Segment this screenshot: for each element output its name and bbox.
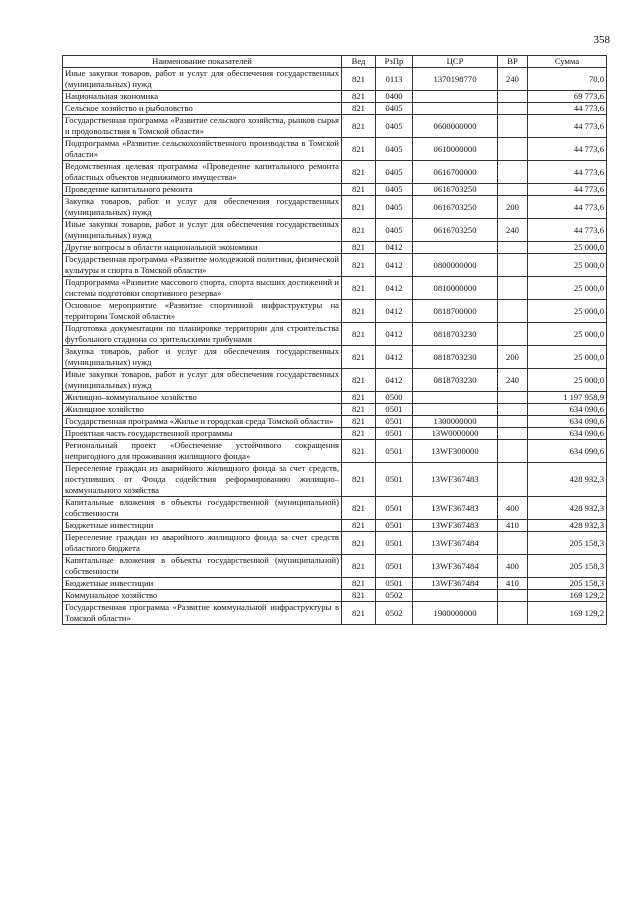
row-ved-cell: 821 <box>342 161 376 184</box>
row-vr-cell: 240 <box>498 68 528 91</box>
row-vr-cell: 200 <box>498 196 528 219</box>
row-rzpr-cell: 0405 <box>376 161 413 184</box>
row-name-cell: Переселение граждан из аварийного жилищного фонда за счет средств, поступивших от Фонда содействия реформированию жилищно–коммунального хозяйства <box>63 463 342 497</box>
row-rzpr-cell: 0405 <box>376 103 413 115</box>
row-sum-cell: 44 773,6 <box>528 184 607 196</box>
row-sum-cell: 205 158,3 <box>528 532 607 555</box>
row-rzpr-cell: 0501 <box>376 555 413 578</box>
header-name: Наименование показателей <box>63 56 342 68</box>
table-row <box>63 277 607 300</box>
row-vr-cell <box>498 590 528 602</box>
page-number: 358 <box>593 34 610 46</box>
row-sum-cell: 44 773,6 <box>528 115 607 138</box>
row-ved-cell: 821 <box>342 578 376 590</box>
row-sum-cell: 25 000,0 <box>528 323 607 346</box>
table-row <box>63 532 607 555</box>
row-csr-cell: 0616703250 <box>413 219 498 242</box>
table-row <box>63 463 607 497</box>
row-rzpr-cell: 0405 <box>376 184 413 196</box>
row-sum-cell: 634 090,6 <box>528 404 607 416</box>
row-ved-cell: 821 <box>342 103 376 115</box>
row-vr-cell <box>498 103 528 115</box>
row-csr-cell: 0616703250 <box>413 184 498 196</box>
row-csr-cell: 13WF300000 <box>413 440 498 463</box>
row-rzpr-cell: 0501 <box>376 532 413 555</box>
row-ved-cell: 821 <box>342 323 376 346</box>
row-csr-cell: 0800000000 <box>413 254 498 277</box>
row-sum-cell: 1 197 958,9 <box>528 392 607 404</box>
row-sum-cell: 169 129,2 <box>528 590 607 602</box>
row-vr-cell: 410 <box>498 520 528 532</box>
row-ved-cell: 821 <box>342 555 376 578</box>
row-csr-cell: 0810000000 <box>413 277 498 300</box>
row-csr-cell: 0616703250 <box>413 196 498 219</box>
row-ved-cell: 821 <box>342 590 376 602</box>
row-ved-cell: 821 <box>342 242 376 254</box>
row-csr-cell: 1300000000 <box>413 416 498 428</box>
row-sum-cell: 634 090,6 <box>528 428 607 440</box>
table-row <box>63 555 607 578</box>
table-row <box>63 590 607 602</box>
row-sum-cell: 25 000,0 <box>528 242 607 254</box>
row-ved-cell: 821 <box>342 463 376 497</box>
row-name-cell: Подпрограмма «Развитие сельскохозяйственного производства в Томской области» <box>63 138 342 161</box>
row-name-cell: Региональный проект «Обеспечение устойчивого сокращения непригодного для проживания жилищного фонда» <box>63 440 342 463</box>
row-name-cell: Жилищное хозяйство <box>63 404 342 416</box>
row-vr-cell <box>498 300 528 323</box>
row-csr-cell <box>413 404 498 416</box>
row-ved-cell: 821 <box>342 532 376 555</box>
table-row <box>63 392 607 404</box>
row-rzpr-cell: 0501 <box>376 497 413 520</box>
row-rzpr-cell: 0405 <box>376 219 413 242</box>
header-vr: ВР <box>498 56 528 68</box>
row-ved-cell: 821 <box>342 138 376 161</box>
row-sum-cell: 428 932,3 <box>528 463 607 497</box>
row-ved-cell: 821 <box>342 497 376 520</box>
row-name-cell: Коммунальное хозяйство <box>63 590 342 602</box>
row-vr-cell <box>498 184 528 196</box>
row-csr-cell: 0610000000 <box>413 138 498 161</box>
row-ved-cell: 821 <box>342 184 376 196</box>
row-ved-cell: 821 <box>342 346 376 369</box>
row-rzpr-cell: 0412 <box>376 277 413 300</box>
row-ved-cell: 821 <box>342 416 376 428</box>
row-rzpr-cell: 0501 <box>376 404 413 416</box>
row-name-cell: Государственная программа «Жилье и городская среда Томской области» <box>63 416 342 428</box>
row-sum-cell: 69 773,6 <box>528 91 607 103</box>
row-csr-cell <box>413 91 498 103</box>
header-rzpr: РзПр <box>376 56 413 68</box>
row-ved-cell: 821 <box>342 115 376 138</box>
row-name-cell: Закупка товаров, работ и услуг для обеспечения государственных (муниципальных) нужд <box>63 196 342 219</box>
row-name-cell: Переселение граждан из аварийного жилищного фонда за счет средств областного бюджета <box>63 532 342 555</box>
row-ved-cell: 821 <box>342 300 376 323</box>
row-sum-cell: 169 129,2 <box>528 602 607 625</box>
row-name-cell: Сельское хозяйство и рыболовство <box>63 103 342 115</box>
header-ved: Вед <box>342 56 376 68</box>
row-name-cell: Иные закупки товаров, работ и услуг для обеспечения государственных (муниципальных) нужд <box>63 369 342 392</box>
row-name-cell: Подготовка документации по планировке территории для строительства футбольного стадиона со зрительскими трибунами <box>63 323 342 346</box>
row-csr-cell <box>413 392 498 404</box>
row-sum-cell: 44 773,6 <box>528 219 607 242</box>
row-csr-cell: 13WF367483 <box>413 497 498 520</box>
row-vr-cell <box>498 138 528 161</box>
row-rzpr-cell: 0405 <box>376 115 413 138</box>
row-ved-cell: 821 <box>342 219 376 242</box>
row-vr-cell <box>498 323 528 346</box>
row-rzpr-cell: 0501 <box>376 416 413 428</box>
row-csr-cell: 0616700000 <box>413 161 498 184</box>
row-rzpr-cell: 0501 <box>376 440 413 463</box>
row-sum-cell: 70,0 <box>528 68 607 91</box>
row-ved-cell: 821 <box>342 254 376 277</box>
row-sum-cell: 25 000,0 <box>528 369 607 392</box>
row-vr-cell: 240 <box>498 219 528 242</box>
table-row <box>63 68 607 91</box>
row-name-cell: Иные закупки товаров, работ и услуг для обеспечения государственных (муниципальных) нужд <box>63 68 342 91</box>
row-ved-cell: 821 <box>342 404 376 416</box>
row-vr-cell <box>498 242 528 254</box>
row-csr-cell <box>413 590 498 602</box>
table-row <box>63 184 607 196</box>
row-csr-cell: 0818703230 <box>413 346 498 369</box>
table-row <box>63 91 607 103</box>
row-vr-cell <box>498 532 528 555</box>
row-name-cell: Национальная экономика <box>63 91 342 103</box>
row-sum-cell: 205 158,3 <box>528 555 607 578</box>
table-row <box>63 254 607 277</box>
row-ved-cell: 821 <box>342 440 376 463</box>
table-row <box>63 578 607 590</box>
row-rzpr-cell: 0405 <box>376 196 413 219</box>
row-vr-cell <box>498 115 528 138</box>
row-rzpr-cell: 0501 <box>376 520 413 532</box>
table-row <box>63 520 607 532</box>
row-ved-cell: 821 <box>342 68 376 91</box>
row-name-cell: Проведение капитального ремонта <box>63 184 342 196</box>
row-csr-cell: 0600000000 <box>413 115 498 138</box>
row-vr-cell <box>498 463 528 497</box>
row-ved-cell: 821 <box>342 196 376 219</box>
row-name-cell: Закупка товаров, работ и услуг для обеспечения государственных (муниципальных) нужд <box>63 346 342 369</box>
row-vr-cell <box>498 428 528 440</box>
table-row <box>63 346 607 369</box>
header-sum: Сумма <box>528 56 607 68</box>
row-ved-cell: 821 <box>342 91 376 103</box>
row-ved-cell: 821 <box>342 428 376 440</box>
row-name-cell: Другие вопросы в области национальной экономики <box>63 242 342 254</box>
row-vr-cell: 200 <box>498 346 528 369</box>
row-vr-cell <box>498 161 528 184</box>
header-csr: ЦСР <box>413 56 498 68</box>
row-sum-cell: 44 773,6 <box>528 138 607 161</box>
row-sum-cell: 634 090,6 <box>528 440 607 463</box>
table-row <box>63 115 607 138</box>
row-rzpr-cell: 0412 <box>376 346 413 369</box>
table-row <box>63 138 607 161</box>
row-csr-cell: 13WF367483 <box>413 463 498 497</box>
row-sum-cell: 25 000,0 <box>528 277 607 300</box>
row-vr-cell <box>498 91 528 103</box>
row-csr-cell <box>413 103 498 115</box>
row-csr-cell: 0818703230 <box>413 323 498 346</box>
row-rzpr-cell: 0501 <box>376 428 413 440</box>
row-name-cell: Иные закупки товаров, работ и услуг для обеспечения государственных (муниципальных) нужд <box>63 219 342 242</box>
row-sum-cell: 25 000,0 <box>528 254 607 277</box>
row-rzpr-cell: 0113 <box>376 68 413 91</box>
row-csr-cell: 1900000000 <box>413 602 498 625</box>
row-ved-cell: 821 <box>342 602 376 625</box>
row-csr-cell: 13WF367483 <box>413 520 498 532</box>
table-row <box>63 602 607 625</box>
row-vr-cell: 240 <box>498 369 528 392</box>
row-ved-cell: 821 <box>342 277 376 300</box>
row-ved-cell: 821 <box>342 369 376 392</box>
row-name-cell: Ведомственная целевая программа «Проведение капитального ремонта областных объектов недвижимого имущества» <box>63 161 342 184</box>
table-row <box>63 369 607 392</box>
row-name-cell: Основное мероприятие «Развитие спортивной инфраструктуры на территории Томской области» <box>63 300 342 323</box>
row-rzpr-cell: 0400 <box>376 91 413 103</box>
row-csr-cell: 13W0000000 <box>413 428 498 440</box>
row-ved-cell: 821 <box>342 520 376 532</box>
row-csr-cell <box>413 242 498 254</box>
row-sum-cell: 44 773,6 <box>528 161 607 184</box>
row-csr-cell: 1370198770 <box>413 68 498 91</box>
row-rzpr-cell: 0501 <box>376 463 413 497</box>
row-csr-cell: 0818700000 <box>413 300 498 323</box>
row-vr-cell <box>498 392 528 404</box>
row-name-cell: Бюджетные инвестиции <box>63 520 342 532</box>
row-rzpr-cell: 0502 <box>376 602 413 625</box>
row-vr-cell: 400 <box>498 497 528 520</box>
row-sum-cell: 44 773,6 <box>528 196 607 219</box>
row-vr-cell <box>498 440 528 463</box>
row-sum-cell: 25 000,0 <box>528 300 607 323</box>
table-header-row <box>63 56 607 68</box>
row-vr-cell <box>498 254 528 277</box>
row-sum-cell: 428 932,3 <box>528 520 607 532</box>
row-name-cell: Государственная программа «Развитие коммунальной инфраструктуры в Томской области» <box>63 602 342 625</box>
row-rzpr-cell: 0412 <box>376 323 413 346</box>
row-vr-cell <box>498 416 528 428</box>
row-name-cell: Подпрограмма «Развитие массового спорта, спорта высших достижений и системы подготовки спортивного резерва» <box>63 277 342 300</box>
table-body <box>63 68 607 625</box>
table-row <box>63 428 607 440</box>
row-rzpr-cell: 0502 <box>376 590 413 602</box>
row-csr-cell: 13WF367484 <box>413 555 498 578</box>
row-vr-cell <box>498 602 528 625</box>
row-sum-cell: 25 000,0 <box>528 346 607 369</box>
row-sum-cell: 44 773,6 <box>528 103 607 115</box>
row-rzpr-cell: 0412 <box>376 242 413 254</box>
table-row <box>63 323 607 346</box>
row-vr-cell: 400 <box>498 555 528 578</box>
table-row <box>63 103 607 115</box>
row-vr-cell <box>498 277 528 300</box>
row-csr-cell: 0818703230 <box>413 369 498 392</box>
row-rzpr-cell: 0500 <box>376 392 413 404</box>
table-row <box>63 196 607 219</box>
row-vr-cell: 410 <box>498 578 528 590</box>
row-ved-cell: 821 <box>342 392 376 404</box>
row-csr-cell: 13WF367484 <box>413 532 498 555</box>
row-name-cell: Жилищно–коммунальное хозяйство <box>63 392 342 404</box>
row-name-cell: Бюджетные инвестиции <box>63 578 342 590</box>
table-row <box>63 440 607 463</box>
row-rzpr-cell: 0412 <box>376 369 413 392</box>
row-rzpr-cell: 0412 <box>376 254 413 277</box>
table-row <box>63 242 607 254</box>
table-row <box>63 300 607 323</box>
table-row <box>63 219 607 242</box>
row-name-cell: Капитальные вложения в объекты государственной (муниципальной) собственности <box>63 497 342 520</box>
row-name-cell: Капитальные вложения в объекты государственной (муниципальной) собственности <box>63 555 342 578</box>
row-rzpr-cell: 0405 <box>376 138 413 161</box>
row-csr-cell: 13WF367484 <box>413 578 498 590</box>
row-name-cell: Проектная часть государственной программы <box>63 428 342 440</box>
budget-table <box>62 55 607 625</box>
table-row <box>63 497 607 520</box>
row-sum-cell: 205 158,3 <box>528 578 607 590</box>
row-sum-cell: 634 090,6 <box>528 416 607 428</box>
table-row <box>63 161 607 184</box>
row-name-cell: Государственная программа «Развитие молодежной политики, физической культуры и спорта в Томской области» <box>63 254 342 277</box>
table-row <box>63 416 607 428</box>
row-sum-cell: 428 932,3 <box>528 497 607 520</box>
row-rzpr-cell: 0501 <box>376 578 413 590</box>
row-vr-cell <box>498 404 528 416</box>
row-name-cell: Государственная программа «Развитие сельского хозяйства, рынков сырья и продовольствия в Томской области» <box>63 115 342 138</box>
table-row <box>63 404 607 416</box>
row-rzpr-cell: 0412 <box>376 300 413 323</box>
